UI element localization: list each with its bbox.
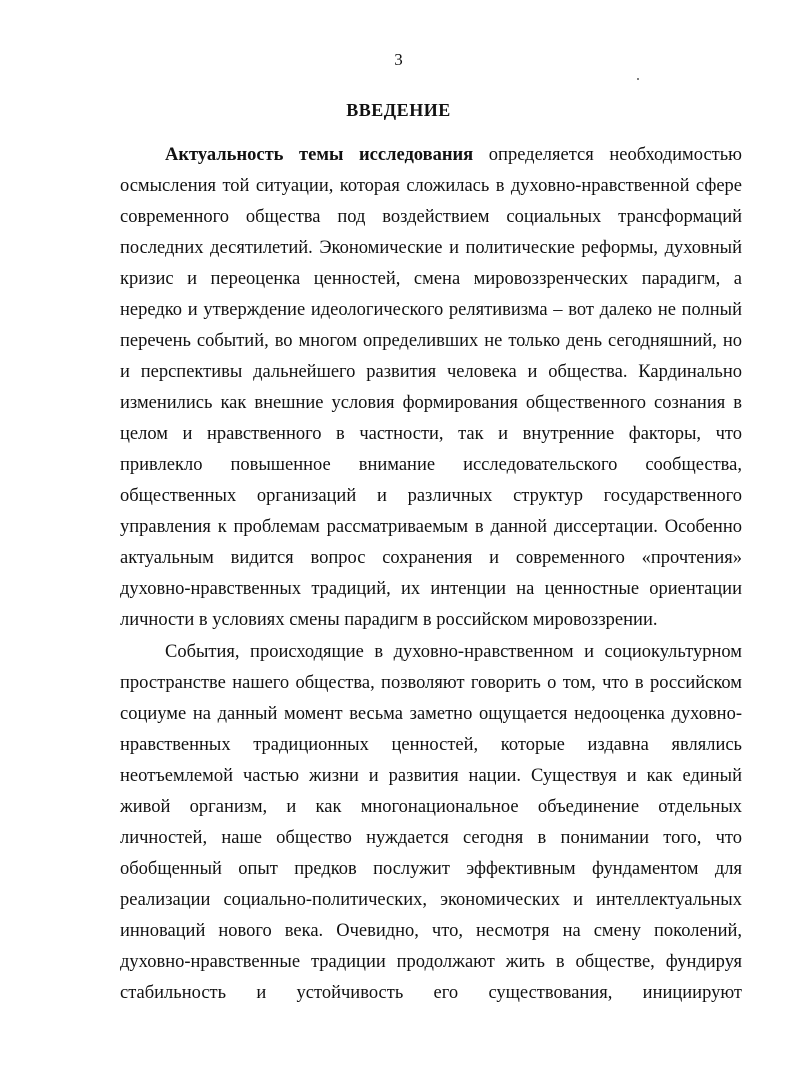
paragraph-1-line [165,140,742,171]
scan-speck [637,78,639,80]
line-text: духовно-нравственных традиций, их интенции на ценностные ориентации [120,579,742,599]
paragraph-2-line [165,637,742,668]
line-text: целом и нравственного в частности, так и внутренние факторы, что [120,424,742,444]
paragraph-2-line [120,854,742,885]
paragraph-2-line [120,947,742,978]
paragraph-1-line [120,202,742,233]
paragraph-1-line [120,605,742,636]
line-text: духовно-нравственные традиции продолжают жить в обществе, фундируя [120,952,742,972]
line-text: пространстве нашего общества, позволяют говорить о том, что в российском [120,673,742,693]
line-text: обобщенный опыт предков послужит эффективным фундаментом для [120,859,742,879]
line-text: реализации социально-политических, экономических и интеллектуальных [120,890,742,910]
paragraph-1-line [120,543,742,574]
paragraph-2-line [120,792,742,823]
paragraph-2-line [120,668,742,699]
line-text: нередко и утверждение идеологического релятивизма – вот далеко не полный [120,300,742,320]
paragraph-1-line [120,357,742,388]
line-text: личности в условиях смены парадигм в российском мировоззрении. [120,610,658,630]
paragraph-1-line [120,326,742,357]
line-text: изменились как внешние условия формирования общественного сознания в [120,393,742,413]
paragraph-2-line [120,699,742,730]
line-text: инноваций нового века. Очевидно, что, несмотря на смену поколений, [120,921,742,941]
paragraph-2-line [120,730,742,761]
paragraph-1-line [120,512,742,543]
paragraph-2-line [120,823,742,854]
paragraph-2-line [120,761,742,792]
paragraph-1-line [120,574,742,605]
line-text: общественных организаций и различных структур государственного [120,486,742,506]
paragraph-1-line [120,419,742,450]
paragraph-1-line [120,171,742,202]
line-text: последних десятилетий. Экономические и политические реформы, духовный [120,238,742,258]
page-number: 3 [394,50,403,69]
paragraph-2-line [120,978,742,1009]
line-text: кризис и переоценка ценностей, смена мировоззренческих парадигм, а [120,269,742,289]
line-text: современного общества под воздействием социальных трансформаций [120,207,742,227]
line-text: перечень событий, во многом определивших не только день сегодняшний, но [120,331,742,351]
section-heading: ВВЕДЕНИЕ [346,100,451,120]
line-text: определяется необходимостью [473,145,743,165]
paragraph-1-line [120,295,742,326]
line-text: социуме на данный момент весьма заметно ощущается недооценка духовно- [120,704,742,724]
line-text: осмысления той ситуации, которая сложилась в духовно-нравственной сфере [120,176,742,196]
paragraph-1-line [120,388,742,419]
bold-lead-phrase: Актуальность темы исследования [165,145,474,165]
paragraph-1-line [120,264,742,295]
line-text: управления к проблемам рассматриваемым в данной диссертации. Особенно [120,517,742,537]
line-text: живой организм, и как многонациональное объединение отдельных [120,797,742,817]
line-text: События, происходящие в духовно-нравственном и социокультурном [165,642,742,662]
line-text: стабильность и устойчивость его существования, инициируют [120,983,742,1003]
line-text: привлекло повышенное внимание исследовательского сообщества, [120,455,742,475]
line-text: неотъемлемой частью жизни и развития нации. Существуя и как единый [120,766,742,786]
paragraph-2-line [120,916,742,947]
paragraph-1-line [120,450,742,481]
paragraph-1-line [120,481,742,512]
line-text: и перспективы дальнейшего развития человека и общества. Кардинально [120,362,742,382]
line-text: личностей, наше общество нуждается сегодня в понимании того, что [120,828,742,848]
line-text: нравственных традиционных ценностей, которые издавна являлись [120,735,742,755]
paragraph-1-line [120,233,742,264]
line-text: актуальным видится вопрос сохранения и современного «прочтения» [120,548,742,568]
paragraph-2-line [120,885,742,916]
